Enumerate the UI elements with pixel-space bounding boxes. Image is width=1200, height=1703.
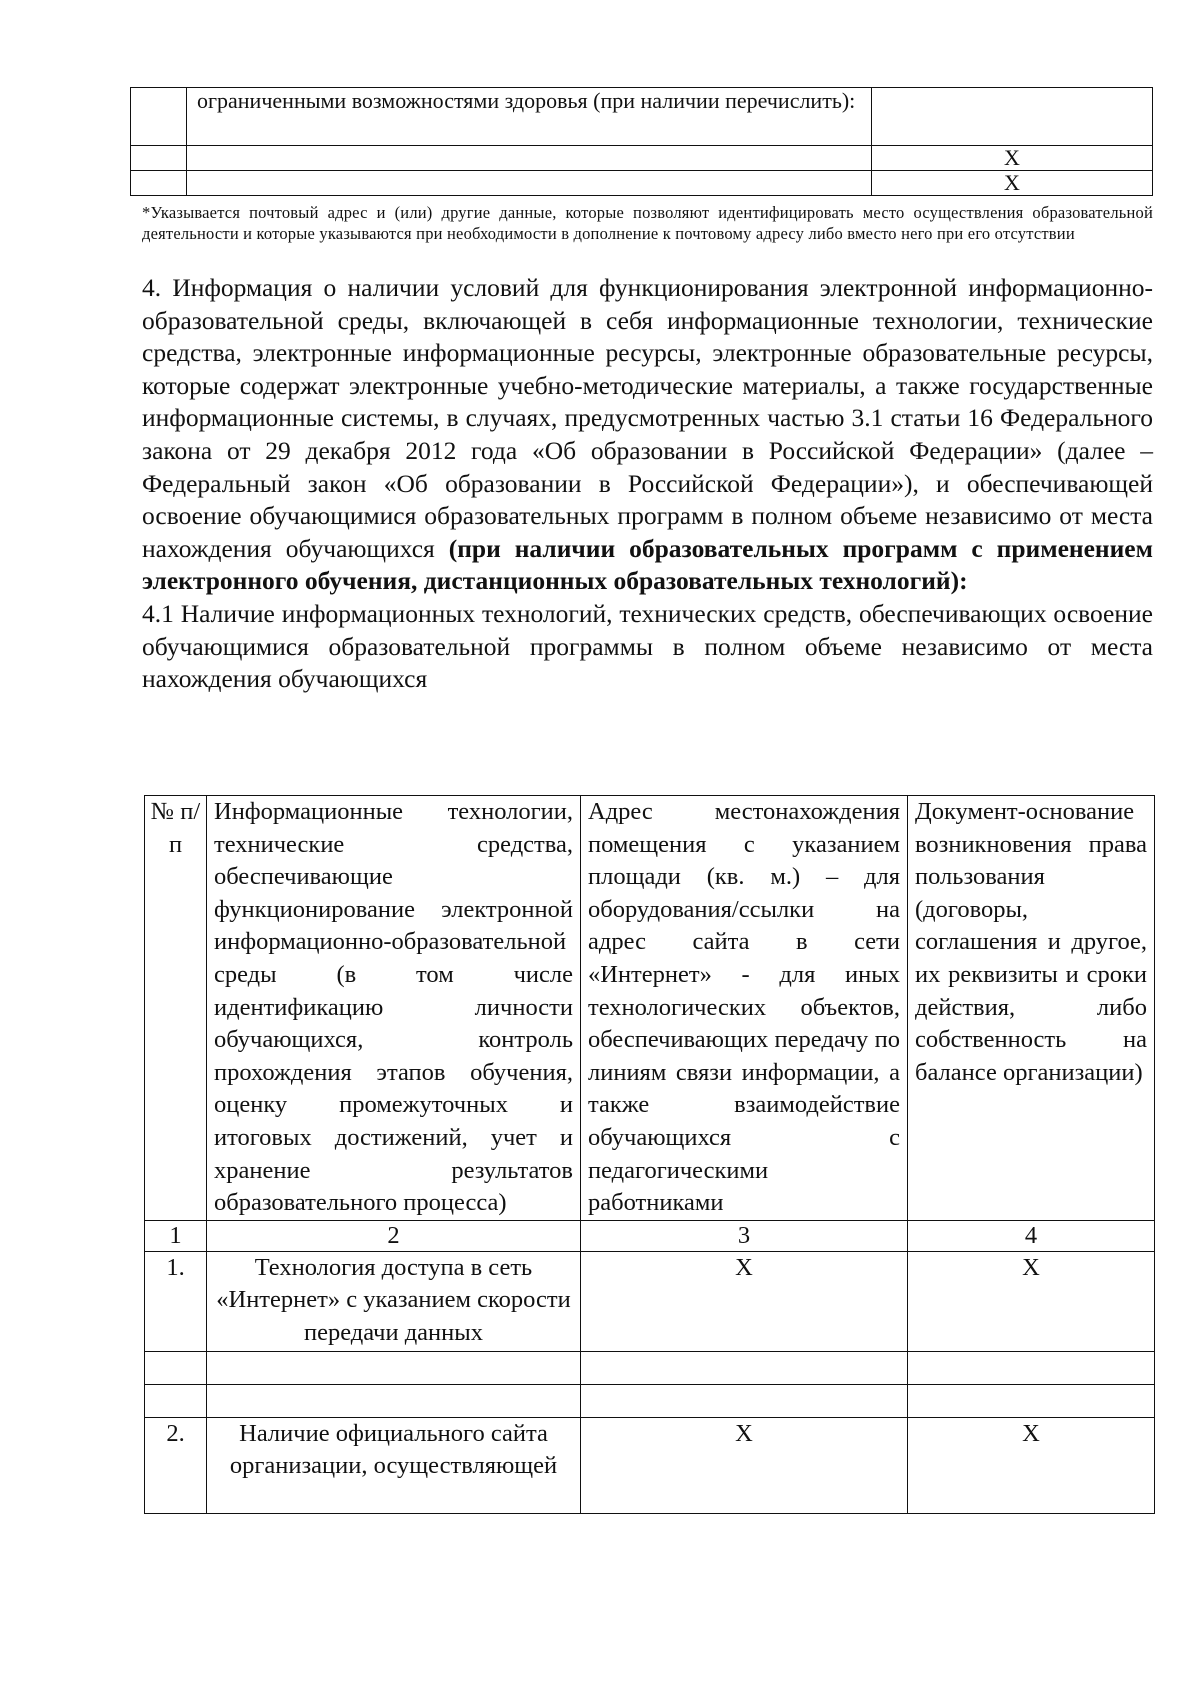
top-table-cell-value: [872, 88, 1153, 146]
section-4: [142, 272, 1153, 696]
top-table-cell-num: [131, 146, 187, 171]
header-cell-address: Адрес местонахождения помещения с указанием площади (кв. м.) – для оборудования/ссылки на адрес сайта в сети «Интернет» - для иных технологических объектов, обеспечивающих передачу по линиям связи информации, а также взаимодействие обучающихся с педагогическими работниками: [581, 796, 908, 1221]
column-number: 4: [908, 1220, 1155, 1251]
blank-cell: [581, 1351, 908, 1384]
top-table-row: [131, 171, 1153, 196]
top-table-row: [131, 146, 1153, 171]
table-row-blank: [145, 1351, 1155, 1384]
top-table-cell-text: ограниченными возможностями здоровья (при наличии перечислить):: [187, 88, 872, 146]
blank-cell: [581, 1384, 908, 1417]
header-cell-document: Документ-основание возникновения права пользования (договоры, соглашения и другое, их реквизиты и сроки действия, либо собственность на балансе организации): [908, 796, 1155, 1221]
top-table-cell-text: [187, 171, 872, 196]
top-table-cell-num: [131, 88, 187, 146]
blank-cell: [908, 1351, 1155, 1384]
top-table-cell-mark: Х: [872, 146, 1153, 171]
row-address-mark: Х: [581, 1251, 908, 1351]
table-row-blank: [145, 1384, 1155, 1417]
table-row: [145, 1251, 1155, 1351]
column-number: 3: [581, 1220, 908, 1251]
main-table-header-row: [145, 796, 1155, 1221]
column-numbers-row: [145, 1220, 1155, 1251]
row-number: 1.: [145, 1251, 207, 1351]
column-number: 2: [207, 1220, 581, 1251]
row-address-mark: Х: [581, 1417, 908, 1513]
blank-cell: [207, 1351, 581, 1384]
row-name: Наличие официального сайта организации, осуществляющей: [207, 1417, 581, 1513]
blank-cell: [145, 1384, 207, 1417]
top-table-cell-mark: Х: [872, 171, 1153, 196]
top-table-cell-text: [187, 146, 872, 171]
footnote: *Указывается почтовый адрес и (или) другие данные, которые позволяют идентифицировать место осуществления образовательной деятельности и которые указываются при необходимости в дополнение к почтовому адресу либо вместо него при его отсутствии: [142, 203, 1153, 243]
section-4-heading: [142, 272, 1153, 598]
section-4-heading-text: 4. Информация о наличии условий для функционирования электронной информационно-образовательной среды, включающей в себя информационные технологии, технические средства, электронные информационные ресурсы, электронные образовательные ресурсы, которые содержат электронные учебно-методические материалы, а также государственные информационные системы, в случаях, предусмотренных частью 3.1 статьи 16 Федерального закона от 29 декабря 2012 года «Об образовании в Российской Федерации» (далее – Федеральный закон «Об образовании в Российской Федерации»), и обеспечивающей освоение обучающимися образовательных программ в полном объеме независимо от места нахождения обучающихся: [142, 273, 1153, 563]
section-4-heading-bold: (при наличии образовательных программ с применением электронного обучения, дистанционных образовательных технологий):: [142, 533, 1153, 596]
column-number: 1: [145, 1220, 207, 1251]
blank-cell: [145, 1351, 207, 1384]
main-table: [144, 795, 1155, 1514]
row-name: Технология доступа в сеть «Интернет» с указанием скорости передачи данных: [207, 1251, 581, 1351]
section-4-1-text: 4.1 Наличие информационных технологий, технических средств, обеспечивающих освоение обучающимися образовательной программы в полном объеме независимо от места нахождения обучающихся: [142, 598, 1153, 694]
blank-cell: [908, 1384, 1155, 1417]
row-document-mark: Х: [908, 1417, 1155, 1513]
top-table-row: [131, 88, 1153, 146]
table-row: [145, 1417, 1155, 1513]
row-number: 2.: [145, 1417, 207, 1513]
blank-cell: [207, 1384, 581, 1417]
top-table: [130, 87, 1153, 196]
row-document-mark: Х: [908, 1251, 1155, 1351]
header-cell-number: № п/п: [145, 796, 207, 1221]
top-table-cell-num: [131, 171, 187, 196]
header-cell-technologies: Информационные технологии, технические средства, обеспечивающие функционирование электронной информационно-образовательной среды (в том числе идентификацию личности обучающихся, контроль прохождения этапов обучения, оценку промежуточных и итоговых достижений, учет и хранение результатов образовательного процесса): [207, 796, 581, 1221]
